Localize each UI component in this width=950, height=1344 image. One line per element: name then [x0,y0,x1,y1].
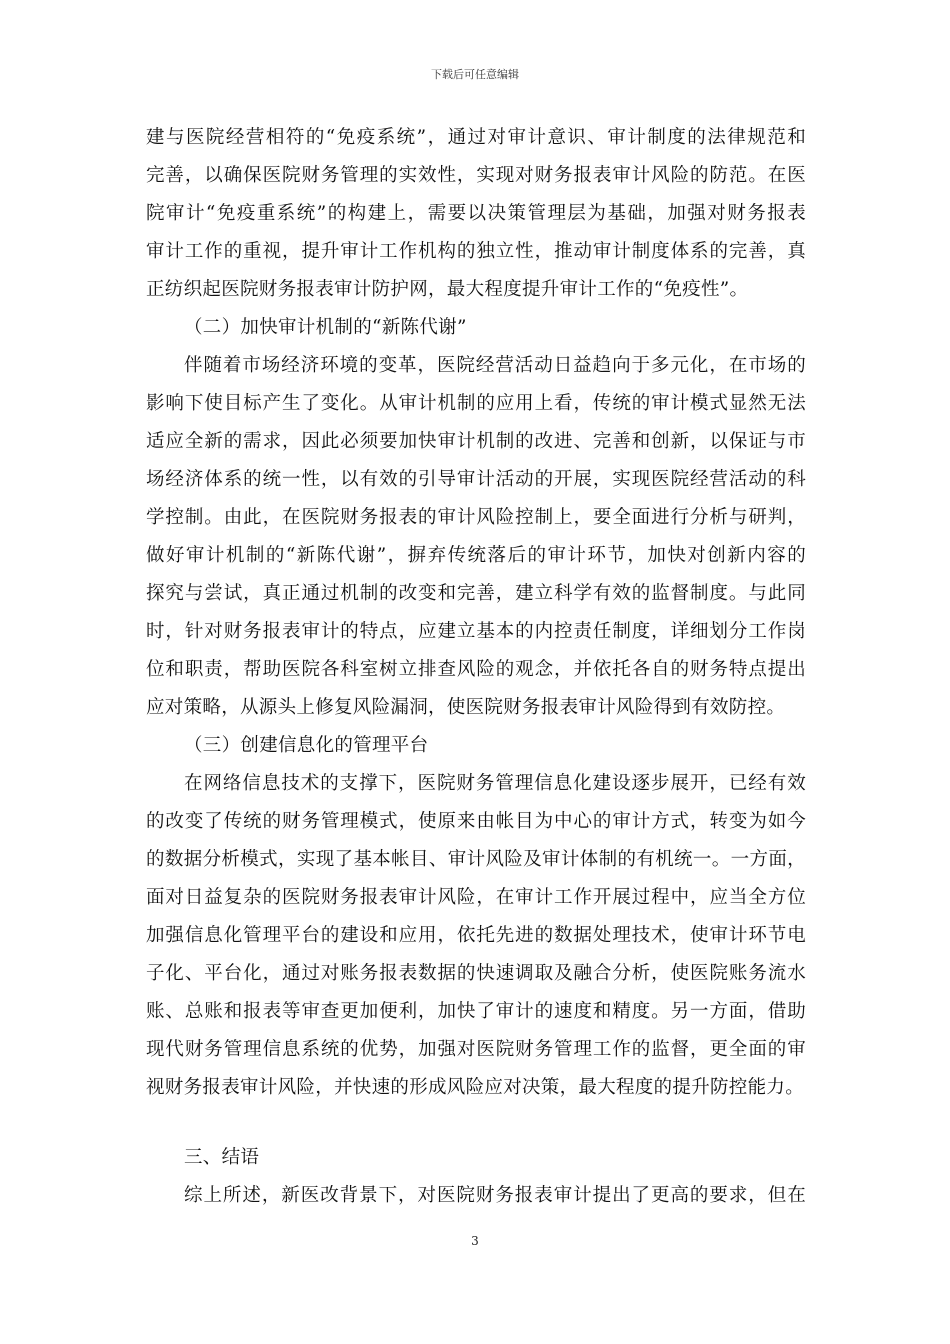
paragraph-line: 审计工作的重视，提升审计工作机构的独立性，推动审计制度体系的完善，真 [146,241,806,262]
paragraph-line: 的改变了传统的财务管理模式，使原来由帐目为中心的审计方式，转变为如今 [146,811,806,832]
paragraph-line: 在网络信息技术的支撑下，医院财务管理信息化建设逐步展开，已经有效 [184,773,806,794]
paragraph-line: 影响下使目标产生了变化。从审计机制的应用上看，传统的审计模式显然无法 [146,393,806,414]
paragraph-line: 做好审计机制的“新陈代谢”，摒弃传统落后的审计环节，加快对创新内容的 [146,545,806,566]
page-number: 3 [471,1234,479,1248]
paragraph-line: 面对日益复杂的医院财务报表审计风险，在审计工作开展过程中，应当全方位 [146,887,806,908]
paragraph-line: 位和职责，帮助医院各科室树立排查风险的观念，并依托各自的财务特点提出 [146,659,806,680]
paragraph-line: 子化、平台化，通过对账务报表数据的快速调取及融合分析，使医院账务流水 [146,963,806,984]
paragraph-line: 正纺织起医院财务报表审计防护网，最大程度提升审计工作的“免疫性”。 [146,279,749,300]
paragraph-line: 的数据分析模式，实现了基本帐目、审计风险及审计体制的有机统一。一方面， [146,849,806,870]
paragraph-line: 适应全新的需求，因此必须要加快审计机制的改进、完善和创新，以保证与市 [146,431,806,452]
section-heading: 三、结语 [184,1147,260,1168]
paragraph-line: 院审计“免疫重系统”的构建上，需要以决策管理层为基础，加强对财务报表 [146,203,806,224]
paragraph-line: 建与医院经营相符的“免疫系统”，通过对审计意识、审计制度的法律规范和 [146,127,806,148]
paragraph-line: 综上所述，新医改背景下，对医院财务报表审计提出了更高的要求，但在 [184,1185,806,1206]
paragraph-line: 探究与尝试，真正通过机制的改变和完善，建立科学有效的监督制度。与此同 [146,583,806,604]
paragraph-line: 加强信息化管理平台的建设和应用，依托先进的数据处理技术，使审计环节电 [146,925,806,946]
paragraph-line: 场经济体系的统一性，以有效的引导审计活动的开展，实现医院经营活动的科 [146,469,806,490]
paragraph-line: 完善，以确保医院财务管理的实效性，实现对财务报表审计风险的防范。在医 [146,165,806,186]
paragraph-line: 伴随着市场经济环境的变革，医院经营活动日益趋向于多元化，在市场的 [184,355,806,376]
paragraph-line: 视财务报表审计风险，并快速的形成风险应对决策，最大程度的提升防控能力。 [146,1077,805,1098]
paragraph-line: 时，针对财务报表审计的特点，应建立基本的内控责任制度，详细划分工作岗 [146,621,806,642]
page-header: 下载后可任意编辑 [431,68,519,81]
paragraph-line: 现代财务管理信息系统的优势，加强对医院财务管理工作的监督，更全面的审 [146,1039,806,1060]
subsection-heading: （三）创建信息化的管理平台 [184,735,429,756]
paragraph-line: 账、总账和报表等审查更加便利，加快了审计的速度和精度。另一方面，借助 [146,1001,806,1022]
subsection-heading: （二）加快审计机制的“新陈代谢” [184,317,467,338]
paragraph-line: 学控制。由此，在医院财务报表的审计风险控制上，要全面进行分析与研判， [146,507,806,528]
paragraph-line: 应对策略，从源头上修复风险漏洞，使医院财务报表审计风险得到有效防控。 [146,697,786,718]
